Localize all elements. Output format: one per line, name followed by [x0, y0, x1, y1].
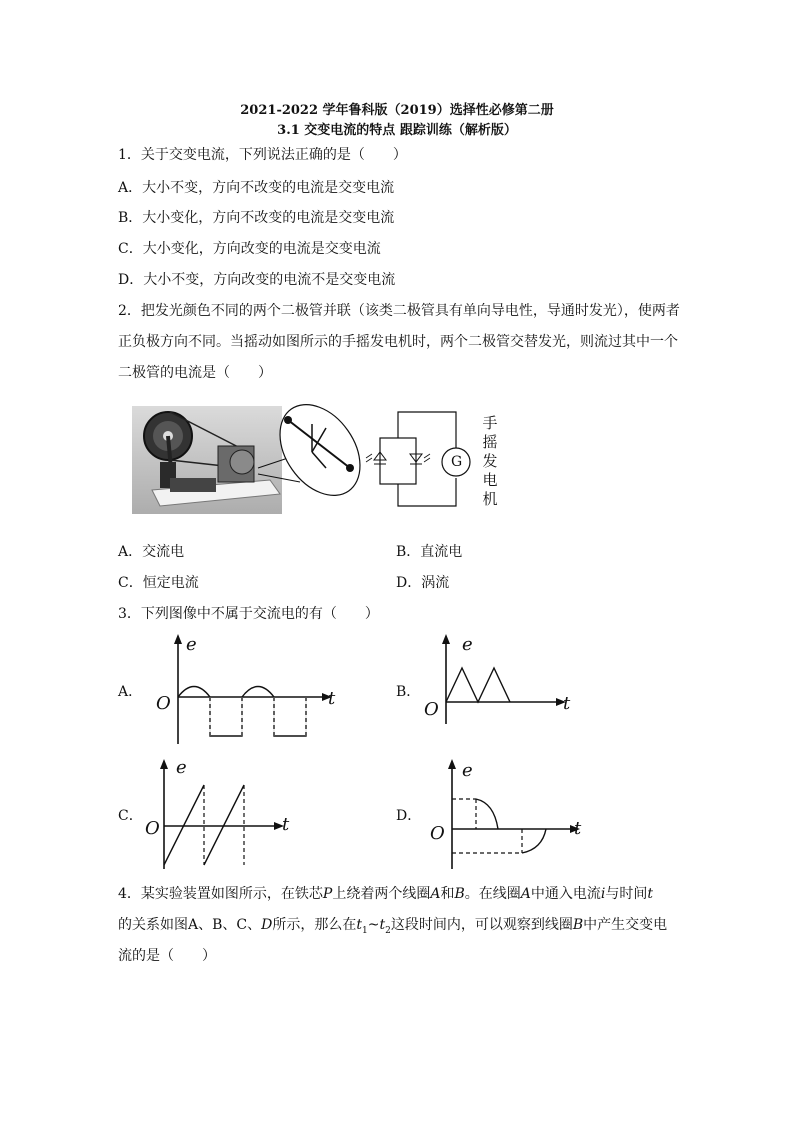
q2-stem-line-3: 二极管的电流是（ ） — [118, 365, 272, 381]
q3-graph-b-origin: O — [424, 699, 439, 720]
q3-graph-d-origin: O — [430, 823, 445, 844]
q3-graph-d-label: D． — [396, 808, 422, 824]
q1-option-c: C．大小变化，方向改变的电流是交变电流 — [118, 241, 381, 257]
q3-graph-c-label: C． — [118, 808, 143, 824]
q2-option-d: D．涡流 — [396, 575, 450, 591]
q3-graph-c-origin: O — [145, 818, 160, 839]
q3-graph-d-y-label: e — [462, 760, 473, 781]
q3-graph-a-origin: O — [156, 693, 171, 714]
q2-option-a: A．交流电 — [118, 544, 185, 560]
q3-graph-c-x-label: t — [282, 814, 290, 835]
generator-symbol-label: G — [451, 454, 463, 470]
document-subtitle: 3.1 交变电流的特点 跟踪训练（解析版） — [277, 123, 517, 138]
q3-graph-d — [436, 757, 586, 872]
q3-graph-b — [430, 632, 580, 727]
q3-graph-a — [148, 632, 338, 747]
document-title: 2021-2022 学年鲁科版（2019）选择性必修第二册 — [240, 103, 554, 118]
q4-stem-line-1: 4．某实验装置如图所示，在铁芯P上绕着两个线圈A和B。在线圈A中通入电流i与时间t — [118, 886, 654, 902]
q3-graph-b-y-label: e — [462, 634, 473, 655]
q4-stem-line-3: 流的是（ ） — [118, 948, 216, 964]
q3-graph-c-y-label: e — [176, 757, 187, 778]
generator-caption: 手 摇 发 电 机 — [482, 414, 498, 508]
q3-graph-a-y-label: e — [186, 634, 197, 655]
q3-graph-b-label: B． — [396, 684, 421, 700]
q2-stem-line-1: 2．把发光颜色不同的两个二极管并联（该类二极管具有单向导电性，导通时发光），使两者 — [118, 303, 680, 319]
q3-graph-d-x-label: t — [574, 818, 582, 839]
q1-option-d: D．大小不变，方向改变的电流不是交变电流 — [118, 272, 396, 288]
q1-option-b: B．大小变化，方向不改变的电流是交变电流 — [118, 210, 395, 226]
q3-graph-a-label: A． — [118, 684, 143, 700]
q3-graph-c — [148, 757, 298, 872]
q1-stem: 1．关于交变电流，下列说法正确的是（ ） — [118, 147, 407, 163]
q2-option-c: C．恒定电流 — [118, 575, 199, 591]
q1-option-a: A．大小不变，方向不改变的电流是交变电流 — [118, 180, 395, 196]
q2-stem-line-2: 正负极方向不同。当摇动如图所示的手摇发电机时，两个二极管交替发光，则流过其中一个 — [118, 334, 678, 350]
q3-stem: 3．下列图像中不属于交流电的有（ ） — [118, 606, 379, 622]
q4-stem-line-2: 的关系如图A、B、C、D所示，那么在$t_1\sim t_2$这段时间内，可以观察到线圈B中产生交变电 — [118, 917, 668, 936]
q3-graph-a-x-label: t — [328, 688, 336, 709]
q2-option-b: B．直流电 — [396, 544, 463, 560]
q3-graph-b-x-label: t — [563, 693, 571, 714]
